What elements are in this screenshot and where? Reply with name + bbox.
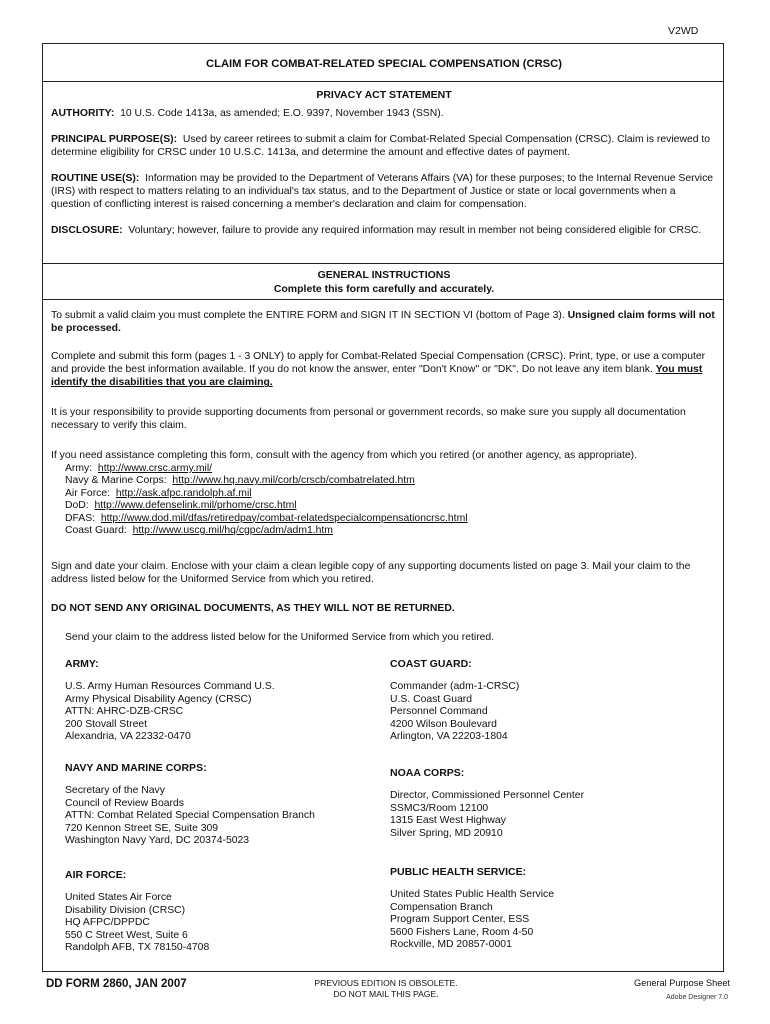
link-row	[65, 525, 715, 537]
address-line: U.S. Coast Guard	[390, 693, 473, 705]
army-heading: ARMY:	[65, 658, 99, 670]
address-line: 4200 Wilson Boulevard	[390, 718, 497, 730]
air-force-heading: AIR FORCE:	[65, 869, 127, 881]
purpose-label: PRINCIPAL PURPOSE(S):	[51, 134, 178, 145]
link-label: Air Force:	[65, 487, 111, 499]
address-line: United States Air Force	[65, 892, 172, 903]
coast-guard-address-lines	[390, 681, 710, 744]
air-force-address	[65, 869, 385, 955]
address-line: ATTN: AHRC-DZB-CRSC	[65, 706, 184, 718]
p1-bold: Unsigned claim forms will not be processed.	[51, 310, 715, 335]
coast-guard-address	[390, 658, 710, 744]
authority-text: 10 U.S. Code 1413a, as amended; E.O. 9397, November 1943 (SSN).	[120, 108, 444, 119]
phs-address	[390, 866, 710, 952]
routine-text: Information may be provided to the Department of Veterans Affairs (VA) for these purposes; to the Internal Revenue Service (IRS) with respect to matters relating to an individual's tax status, and to the Department of Justice or state or local governments when a question of conflicting interest is raised concerning a member's declaration and claim for compensation.	[51, 173, 714, 211]
purpose-paragraph	[51, 133, 715, 159]
link-row	[65, 513, 715, 525]
edition-notice-line: PREVIOUS EDITION IS OBSOLETE.	[314, 978, 458, 988]
p1-text: To submit a valid claim you must complete the ENTIRE FORM and SIGN IT IN SECTION VI (bottom of Page 3).	[51, 310, 565, 321]
address-line: Personnel Command	[390, 706, 488, 718]
address-line: Program Support Center, ESS	[390, 914, 530, 926]
link-row	[65, 475, 715, 487]
instructions-subheading: Complete this form carefully and accurately.	[273, 283, 495, 295]
disclosure-label: DISCLOSURE:	[51, 225, 123, 236]
address-line: Alexandria, VA 22332-0470	[65, 731, 191, 743]
edition-notice-line: DO NOT MAIL THIS PAGE.	[333, 988, 439, 999]
privacy-heading: PRIVACY ACT STATEMENT	[316, 89, 452, 101]
authority-label: AUTHORITY:	[51, 108, 115, 119]
phs-address-lines	[390, 889, 710, 952]
air-force-address-lines	[65, 892, 385, 955]
instruction-paragraph-3: It is your responsibility to provide supporting documents from personal or government records, so make sure you supply all documentation necessary to verify this claim.	[51, 407, 686, 432]
link-label: Coast Guard:	[65, 525, 127, 537]
purpose-text: Used by career retirees to submit a claim for Combat-Related Special Compensation (CRSC). Claim is reviewed to determine eligibility for CRSC under 10 U.S.C. 1413a, and determine the amount and effective dates of payment.	[51, 134, 711, 159]
navy-link[interactable]: http://www.hq.navy.mil/corb/crscb/combatrelated.htm	[172, 475, 415, 487]
navy-address	[65, 762, 385, 848]
address-line: 5600 Fishers Lane, Room 4-50	[390, 926, 534, 938]
address-line: 550 C Street West, Suite 6	[65, 929, 188, 941]
link-label: Navy & Marine Corps:	[65, 475, 167, 487]
noaa-address-lines	[390, 790, 710, 840]
phs-heading: PUBLIC HEALTH SERVICE:	[390, 866, 527, 878]
address-line: U.S. Army Human Resources Command U.S.	[65, 681, 275, 692]
instructions-heading: GENERAL INSTRUCTIONS	[317, 269, 451, 281]
address-line: 1315 East West Highway	[390, 815, 506, 827]
warning-text: DO NOT SEND ANY ORIGINAL DOCUMENTS, AS THEY WILL NOT BE RETURNED.	[51, 603, 455, 614]
address-line: Silver Spring, MD 20910	[390, 827, 503, 839]
link-label: Army:	[65, 463, 93, 474]
navy-heading: NAVY AND MARINE CORPS:	[65, 762, 207, 774]
address-line: United States Public Health Service	[390, 889, 555, 900]
designer-note: Adobe Designer 7.0	[666, 994, 728, 1001]
air-force-link[interactable]: http://ask.afpc.randolph.af.mil	[115, 487, 252, 499]
disclosure-paragraph	[51, 224, 715, 237]
link-row	[65, 488, 715, 500]
assistance-links	[65, 463, 715, 537]
address-line: Randolph AFB, TX 78150-4708	[65, 942, 210, 954]
noaa-heading: NOAA CORPS:	[390, 767, 465, 779]
address-line: Rockville, MD 20857-0001	[390, 939, 512, 951]
army-link[interactable]: http://www.crsc.army.mil/	[97, 463, 213, 474]
p2-text: Complete and submit this form (pages 1 - 3 ONLY) to apply for Combat-Related Special Compensation (CRSC). Print, type, or use a computer and provide the best information available. If you do not know the answer, enter "Don't Know" or "DK". Do not leave any item blank.	[51, 351, 706, 376]
instruction-paragraph-4: If you need assistance completing this form, consult with the agency from which you retired (or another agency, as appropriate).	[51, 450, 638, 461]
link-label: DoD:	[65, 500, 89, 512]
army-address-lines	[65, 681, 385, 744]
address-line: Army Physical Disability Agency (CRSC)	[65, 693, 252, 705]
form-id: DD FORM 2860, JAN 2007	[46, 978, 187, 990]
disclosure-text: Voluntary; however, failure to provide any required information may result in member not being considered eligible for CRSC.	[128, 225, 702, 236]
divider	[43, 81, 723, 82]
dfas-link[interactable]: http://www.dod.mil/dfas/retiredpay/combat-relatedspecialcompensationcrsc.html	[100, 512, 468, 524]
address-line: Commander (adm-1-CRSC)	[390, 681, 520, 692]
instruction-paragraph-1	[51, 309, 715, 335]
edition-notice	[286, 978, 486, 999]
routine-label: ROUTINE USE(S):	[51, 173, 140, 184]
instruction-paragraph-2	[51, 350, 715, 390]
divider	[43, 263, 723, 264]
link-row	[65, 500, 715, 512]
address-line: SSMC3/Room 12100	[390, 802, 489, 814]
authority-paragraph	[51, 107, 715, 120]
address-line: ATTN: Combat Related Special Compensation Branch	[65, 810, 315, 822]
noaa-address	[390, 767, 710, 840]
coast-guard-link[interactable]: http://www.uscg.mil/hq/cgpc/adm/adm1.htm	[132, 525, 333, 537]
address-line: Secretary of the Navy	[65, 785, 165, 796]
sheet-type: General Purpose Sheet	[633, 978, 730, 988]
instruction-paragraph-5: Sign and date your claim. Enclose with your claim a clean legible copy of any supporting documents listed on page 3. Mail your claim to the address listed below for the Uniformed Service from which you retired.	[51, 561, 691, 586]
address-line: 200 Stovall Street	[65, 718, 148, 730]
address-line: Arlington, VA 22203-1804	[390, 731, 508, 743]
form-frame	[42, 43, 724, 972]
send-instruction: Send your claim to the address listed below for the Uniformed Service from which you retired.	[65, 632, 495, 643]
address-line: Disability Division (CRSC)	[65, 904, 186, 916]
address-line: HQ AFPC/DPPDC	[65, 917, 150, 929]
link-row	[65, 463, 715, 475]
navy-address-lines	[65, 785, 385, 848]
dod-link[interactable]: http://www.defenselink.mil/prhome/crsc.html	[94, 500, 297, 512]
address-line: Council of Review Boards	[65, 797, 184, 809]
p2-underline: You must identify the disabilities that you are claiming.	[51, 364, 703, 389]
routine-paragraph	[51, 172, 715, 212]
coast-guard-heading: COAST GUARD:	[390, 658, 472, 670]
form-code: V2WD	[668, 25, 699, 37]
army-address	[65, 658, 385, 744]
form-title: CLAIM FOR COMBAT-RELATED SPECIAL COMPENSATION (CRSC)	[206, 58, 562, 70]
address-line: Director, Commissioned Personnel Center	[390, 790, 585, 801]
address-line: Compensation Branch	[390, 901, 493, 913]
link-label: DFAS:	[65, 512, 96, 524]
divider	[43, 299, 723, 300]
address-line: 720 Kennon Street SE, Suite 309	[65, 822, 219, 834]
address-line: Washington Navy Yard, DC 20374-5023	[65, 835, 250, 847]
